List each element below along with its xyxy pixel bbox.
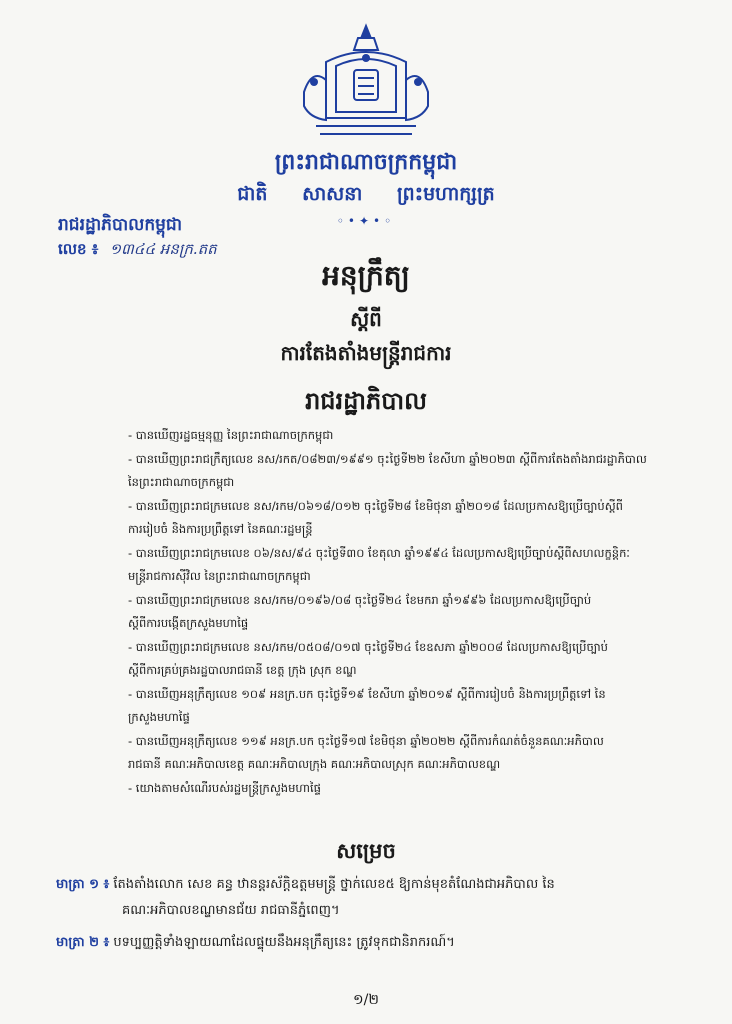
article-1-text-continued: គណៈអភិបាលខណ្ឌមានជ័យ រាជធានីភ្នំពេញ។ — [122, 903, 340, 918]
decision-heading: សម្រេច — [336, 839, 396, 863]
list-item: - បានឃើញរដ្ឋធម្មនុញ្ញ នៃព្រះរាជាណាចក្រកម្ពុជា — [128, 428, 334, 442]
list-item: - បានឃើញអនុក្រឹត្យលេខ ១០៩ អនក្រ.បក ចុះថ្ងៃទី១៩ ខែសីហា ឆ្នាំ២០១៩ ស្តីពីការរៀបចំ និងការប្រព្រឹត្តទៅ នៃ — [128, 686, 606, 701]
article-1 — [56, 872, 676, 924]
legal-references-list — [128, 424, 668, 800]
list-item: រាជធានី គណៈអភិបាលខេត្ត គណៈអភិបាលក្រុង គណៈអភិបាលស្រុក គណៈអភិបាលខណ្ឌ — [128, 757, 501, 771]
issuing-government: រាជរដ្ឋាភិបាលកម្ពុជា — [58, 215, 183, 235]
national-motto — [0, 182, 732, 210]
list-item: - យោងតាមសំណើរបស់រដ្ឋមន្ត្រីក្រសួងមហាផ្ទៃ — [128, 780, 321, 795]
list-item: នៃព្រះរាជាណាចក្រកម្ពុជា — [128, 475, 235, 489]
issuer-heading: រាជរដ្ឋាភិបាល — [305, 387, 427, 415]
motto-religion: សាសនា — [302, 183, 363, 205]
list-item: ស្តីពីការគ្រប់គ្រងរដ្ឋបាលរាជធានី ខេត្ត ក្រុង ស្រុក ខណ្ឌ — [128, 663, 357, 677]
list-item: មន្ត្រីរាជការស៊ីវិល នៃព្រះរាជាណាចក្រកម្ពុជា — [128, 569, 311, 583]
subject-heading: ការតែងតាំងមន្ត្រីរាជការ — [280, 341, 452, 365]
motto-nation: ជាតិ — [237, 183, 268, 205]
article-2 — [56, 930, 676, 956]
list-item: - បានឃើញព្រះរាជក្រឹត្យលេខ នស/រកត/០៨២៣/១៩៩១ ចុះថ្ងៃទី២២ ខែសីហា ឆ្នាំ២០២៣ ស្តីពីការតែងតាំងរាជរដ្ឋាភិបាល — [128, 451, 647, 466]
article-2-label: មាត្រា ២ ៖ — [56, 935, 110, 950]
list-item: - បានឃើញអនុក្រឹត្យលេខ ១១៩ អនក្រ.បក ចុះថ្ងៃទី១៧ ខែមិថុនា ឆ្នាំ២០២២ ស្តីពីការកំណត់ចំនួនគណៈអភិបាល — [128, 733, 604, 748]
list-item: - បានឃើញព្រះរាជក្រមលេខ ០៦/នស/៩៤ ចុះថ្ងៃទី៣០ ខែតុលា ឆ្នាំ១៩៩៤ ដែលប្រកាសឱ្យប្រើច្បាប់ស្តីពីសហលក្ខន្តិកៈ — [128, 545, 630, 560]
page-number: ១/២ — [353, 992, 379, 1008]
reference-number: ១៣៤៤ អនក្រ.តត — [109, 240, 217, 258]
list-item: - បានឃើញព្រះរាជក្រមលេខ នស/រកម/០៦១៨/០១២ ចុះថ្ងៃទី២៨ ខែមិថុនា ឆ្នាំ២០១៨ ដែលប្រកាសឱ្យប្រើច្បាប់ស្តីពី — [128, 498, 623, 513]
list-item: ការរៀបចំ និងការប្រព្រឹត្តទៅ នៃគណៈរដ្ឋមន្ត្រី — [128, 522, 313, 536]
list-item: ក្រសួងមហាផ្ទៃ — [128, 710, 190, 724]
article-2-text: បទប្បញ្ញត្តិទាំងឡាយណាដែលផ្ទុយនឹងអនុក្រឹត្យនេះ ត្រូវទុកជានិរាករណ៍។ — [113, 935, 455, 950]
about-heading: ស្តីពី — [350, 307, 382, 331]
royal-coat-of-arms-emblem — [296, 22, 436, 140]
list-item: - បានឃើញព្រះរាជក្រមលេខ នស/រកម/០១៩៦/០៨ ចុះថ្ងៃទី២៤ ខែមករា ឆ្នាំ១៩៩៦ ដែលប្រកាសឱ្យប្រើច្បាប់ — [128, 592, 592, 607]
motto-king: ព្រះមហាក្សត្រ — [397, 183, 495, 205]
list-item: ស្តីពីការបង្កើតក្រសួងមហាផ្ទៃ — [128, 616, 249, 630]
kingdom-name: ព្រះរាជាណាចក្រកម្ពុជា — [274, 150, 458, 175]
list-item: - បានឃើញព្រះរាជក្រមលេខ នស/រកម/០៥០៨/០១៧ ចុះថ្ងៃទី២៤ ខែឧសភា ឆ្នាំ២០០៨ ដែលប្រកាសឱ្យប្រើច្បាប់ — [128, 639, 608, 654]
article-1-label: មាត្រា ១ ៖ — [56, 877, 110, 892]
article-1-text: តែងតាំងលោក សេខ គន្ធ ឋានន្តរស័ក្តិឧត្តមមន្ត្រី ថ្នាក់លេខ៥ ឱ្យកាន់មុខតំណែងជាអភិបាល នៃ — [113, 877, 555, 892]
document-type-title: អនុក្រឹត្យ — [322, 259, 410, 292]
reference-label: លេខ ៖ — [58, 240, 99, 258]
ornament-divider: ◦•✦•◦ — [336, 214, 396, 228]
